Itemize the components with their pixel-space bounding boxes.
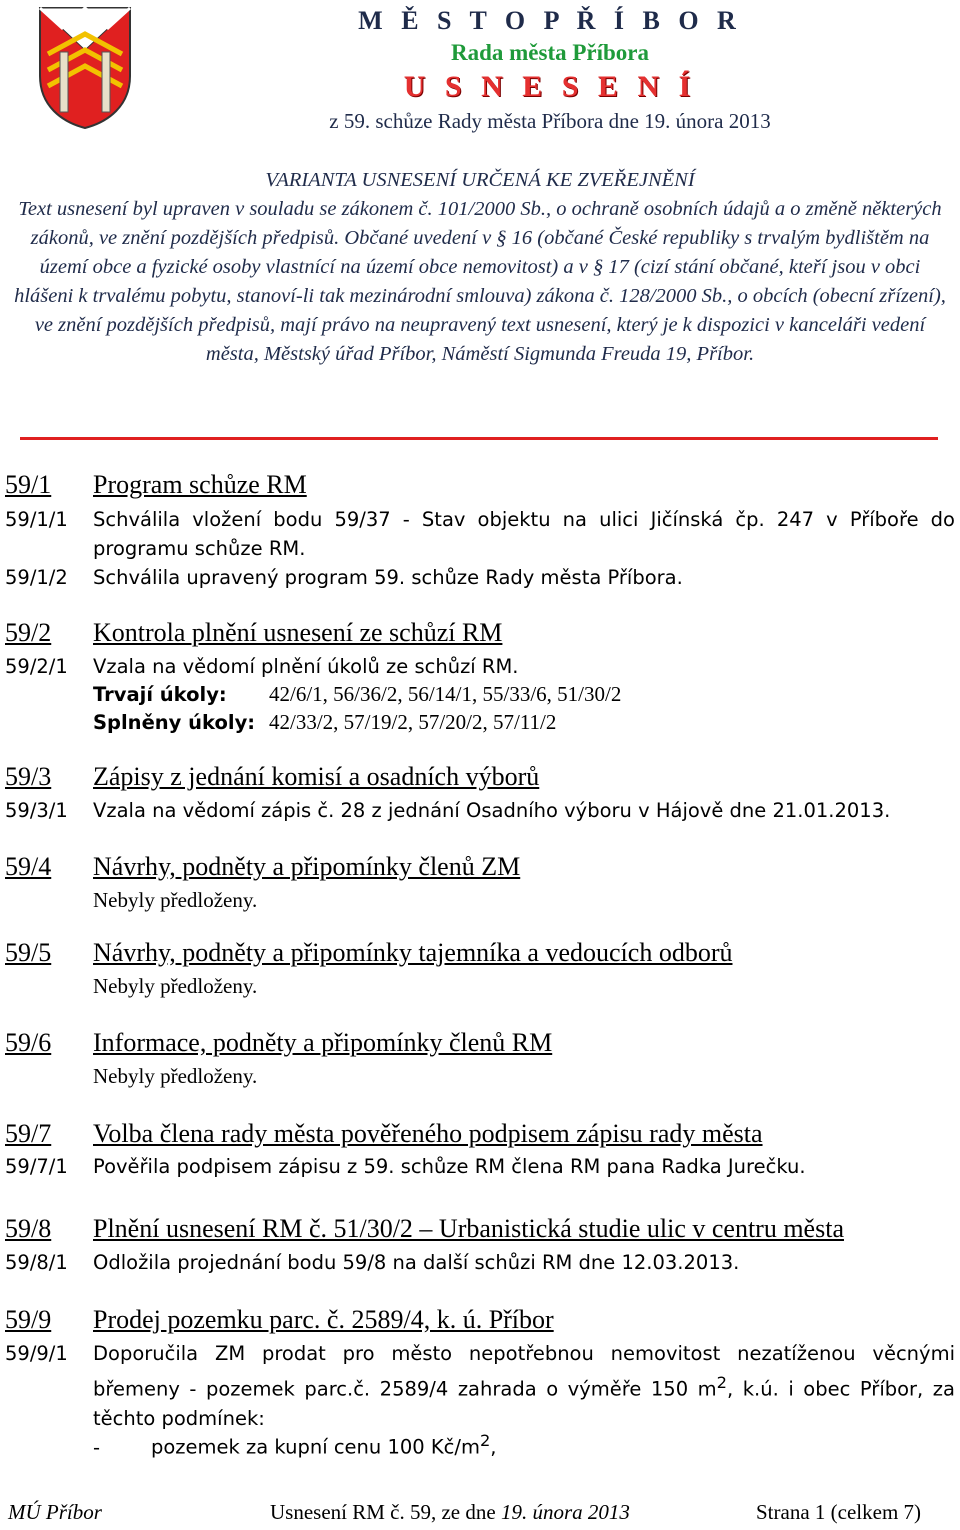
section-number: 59/9 xyxy=(5,1305,52,1334)
item-number: 59/3/1 xyxy=(5,799,68,822)
section-number: 59/6 xyxy=(5,1028,52,1057)
section-title: Návrhy, podněty a připomínky tajemníka a vedoucích odborů xyxy=(93,938,733,967)
section-number: 59/5 xyxy=(5,938,52,967)
completed-tasks-label: Splněny úkoly: xyxy=(93,711,256,734)
resolution-heading: U S N E S E N Í xyxy=(403,70,697,103)
item-text: Schválila upravený program 59. schůze Rady města Příbora. xyxy=(93,566,683,589)
bullet-dash: - xyxy=(93,1435,101,1459)
item-number: 59/8/1 xyxy=(5,1251,68,1274)
item-text: Odložila projednání bodu 59/8 na další schůzi RM dne 12.03.2013. xyxy=(93,1251,740,1274)
section-title: Zápisy z jednání komisí a osadních výborů xyxy=(93,762,540,791)
section-number: 59/7 xyxy=(5,1119,52,1148)
item-text: Nebyly předloženy. xyxy=(93,974,258,998)
completed-tasks xyxy=(93,710,556,735)
item-number: 59/9/1 xyxy=(5,1342,68,1365)
item-text: Pověřila podpisem zápisu z 59. schůze RM člena RM pana Radka Jurečku. xyxy=(93,1155,806,1178)
footer-document: Usnesení RM č. 59, ze dne 19. února 2013 xyxy=(270,1500,630,1524)
item-number: 59/2/1 xyxy=(5,655,68,678)
section-title: Informace, podněty a připomínky členů RM xyxy=(93,1028,553,1057)
item-number: 59/7/1 xyxy=(5,1155,68,1178)
council-name: Rada města Příbora xyxy=(450,40,650,65)
town-crest-icon xyxy=(38,6,132,130)
footer-office: MÚ Příbor xyxy=(8,1500,102,1524)
ongoing-tasks xyxy=(93,682,621,707)
item-text: Vzala na vědomí plnění úkolů ze schůzí RM. xyxy=(93,655,519,678)
section-title: Návrhy, podněty a připomínky členů ZM xyxy=(93,852,521,881)
completed-tasks-values: 42/33/2, 57/19/2, 57/20/2, 57/11/2 xyxy=(269,710,557,734)
section-number: 59/1 xyxy=(5,470,52,499)
section-number: 59/2 xyxy=(5,618,52,647)
meeting-date-line: z 59. schůze Rady města Příbora dne 19. února 2013 xyxy=(329,109,771,133)
publication-variant-title: VARIANTA USNESENÍ URČENÁ KE ZVEŘEJNĚNÍ xyxy=(265,169,695,191)
section-title: Kontrola plnění usnesení ze schůzí RM xyxy=(93,618,503,647)
footer-page-number: Strana 1 (celkem 7) xyxy=(756,1500,922,1524)
section-title: Volba člena rady města pověřeného podpisem zápisu rady města xyxy=(93,1119,763,1148)
item-text: Doporučila ZM prodat pro město nepotřebnou nemovitost nezatíženou věcnými břemeny - pozemek parc.č. 2589/4 zahrada o výměře 150 $m^2$, k.ú. i obec Příbor, za těchto podmínek: xyxy=(93,1342,955,1430)
divider-line xyxy=(20,437,938,440)
section-title: Program schůze RM xyxy=(93,470,307,499)
section-number: 59/8 xyxy=(5,1214,52,1243)
section-number: 59/4 xyxy=(5,852,52,881)
section-number: 59/3 xyxy=(5,762,52,791)
item-text: Schválila vložení bodu 59/37 - Stav objektu na ulici Jičínská čp. 247 v Příboře do programu schůze RM. xyxy=(93,508,955,560)
ongoing-tasks-values: 42/6/1, 56/36/2, 56/14/1, 55/33/6, 51/30/2 xyxy=(269,682,622,706)
item-text: Nebyly předloženy. xyxy=(93,1064,258,1088)
item-text: Nebyly předloženy. xyxy=(93,888,258,912)
city-title: M Ě S T O P Ř Í B O R xyxy=(358,6,742,35)
item-text: Vzala na vědomí zápis č. 28 z jednání Osadního výboru v Hájově dne 21.01.2013. xyxy=(93,799,891,822)
ongoing-tasks-label: Trvají úkoly: xyxy=(93,683,227,706)
privacy-notice: Text usnesení byl upraven v souladu se zákonem č. 101/2000 Sb., o ochraně osobních údajů a o změně některých zákonů, ve znění pozdějších předpisů. Občané uvedení v § 16 (občané České republiky s trvalým bydlištěm na území obce a fyzické osoby vlastnící na území obce nemovitost) a v § 17 (cizí stání občané, kteří jsou v obci hlášeni k trvalému pobytu, stanoví-li tak mezinárodní smlouva) zákona č. 128/2000 Sb., o obcích (obecní zřízení), ve znění pozdějších předpisů, mají právo na neupravený text usnesení, který je k dispozici v kanceláři vedení města, Městský úřad Příbor, Náměstí Sigmunda Freuda 19, Příbor. xyxy=(14,198,946,365)
item-number: 59/1/1 xyxy=(5,508,68,531)
item-number: 59/1/2 xyxy=(5,566,68,589)
section-title: Plnění usnesení RM č. 51/30/2 – Urbanistická studie ulic v centru města xyxy=(93,1214,844,1243)
bullet-text: pozemek za kupní cenu 100 Kč/m xyxy=(151,1435,480,1459)
section-title: Prodej pozemku parc. č. 2589/4, k. ú. Příbor xyxy=(93,1305,554,1334)
